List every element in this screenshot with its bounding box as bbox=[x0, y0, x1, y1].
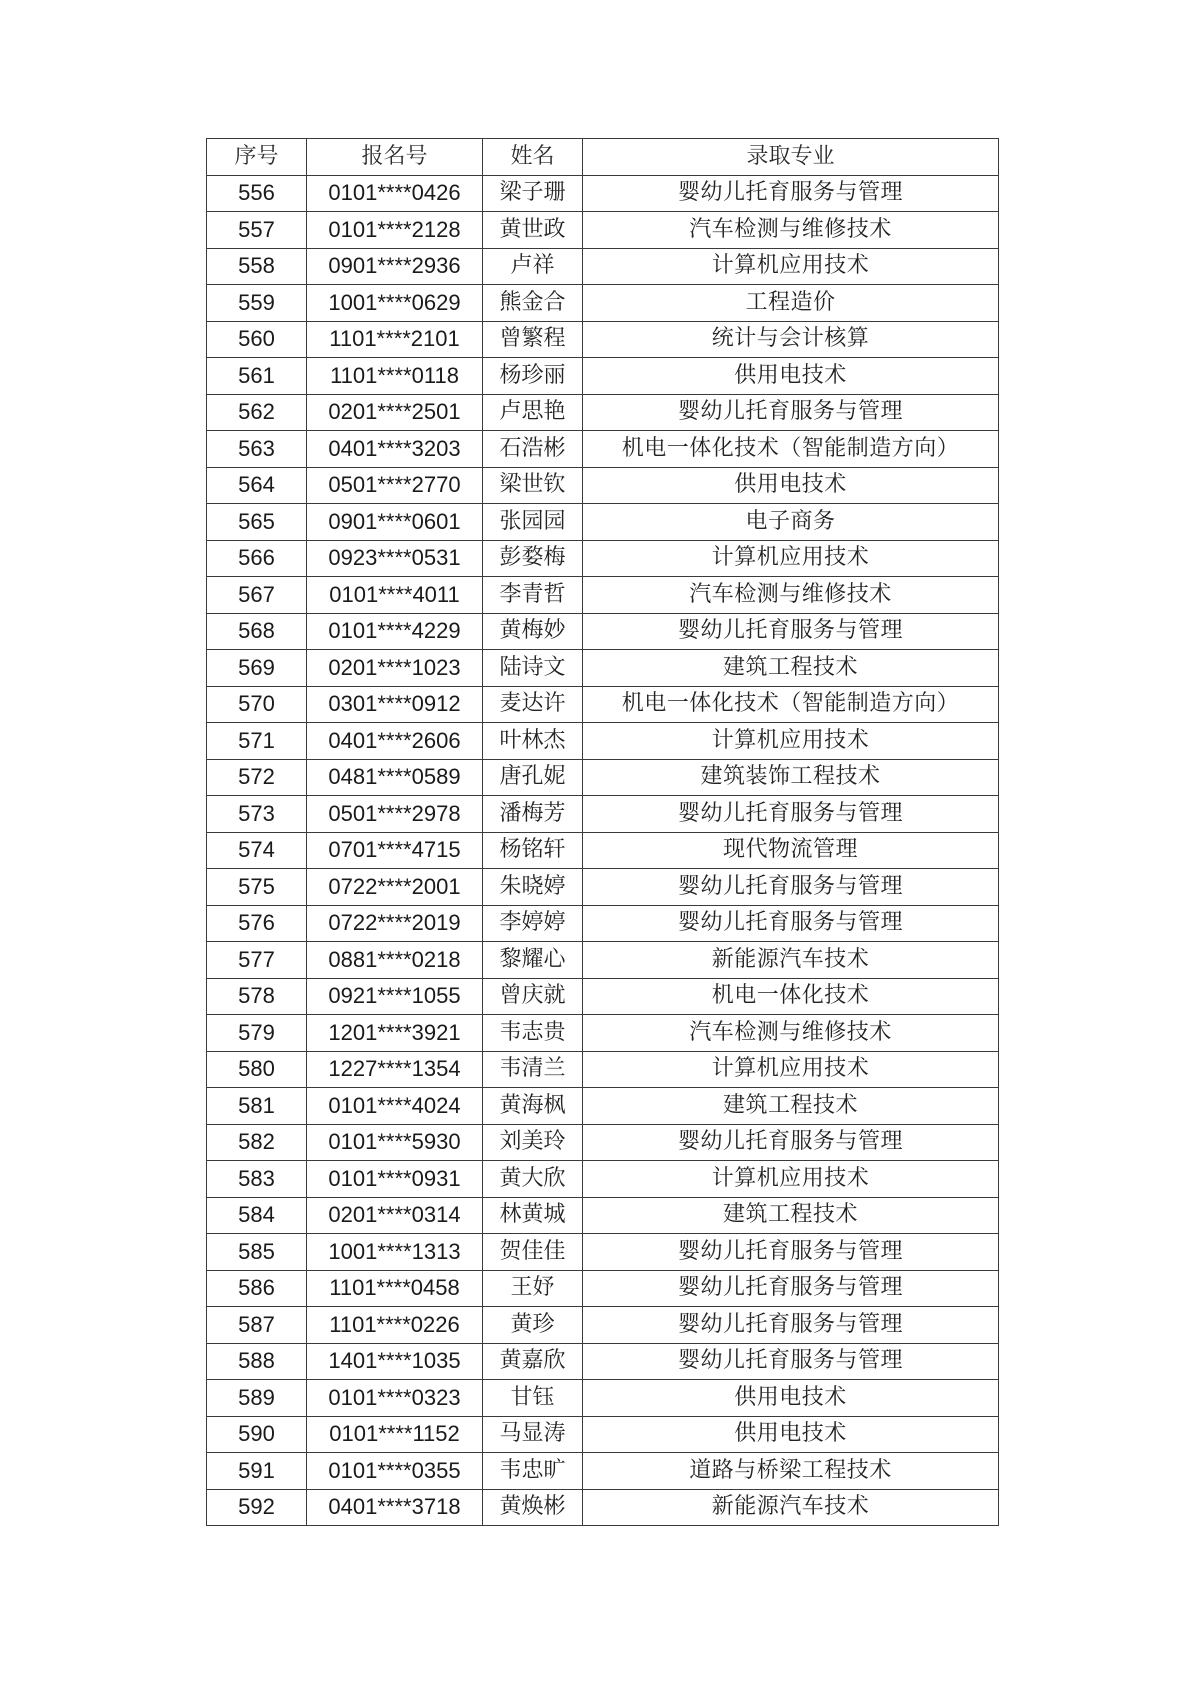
admitted-major-cell: 计算机应用技术 bbox=[583, 248, 999, 285]
serial-number-cell: 565 bbox=[207, 504, 307, 541]
admission-table bbox=[206, 138, 999, 1526]
header-serial-number: 序号 bbox=[207, 139, 307, 176]
registration-number-cell: 0101****5930 bbox=[307, 1124, 483, 1161]
admitted-major-cell: 供用电技术 bbox=[583, 1380, 999, 1417]
admitted-major-cell: 机电一体化技术（智能制造方向） bbox=[583, 686, 999, 723]
serial-number-cell: 559 bbox=[207, 285, 307, 322]
serial-number-cell: 590 bbox=[207, 1416, 307, 1453]
serial-number-cell: 562 bbox=[207, 394, 307, 431]
admitted-major-cell: 机电一体化技术 bbox=[583, 978, 999, 1015]
table-row bbox=[207, 613, 999, 650]
admitted-major-cell: 道路与桥梁工程技术 bbox=[583, 1453, 999, 1490]
table-row bbox=[207, 504, 999, 541]
registration-number-cell: 1101****0458 bbox=[307, 1270, 483, 1307]
registration-number-cell: 1101****0226 bbox=[307, 1307, 483, 1344]
student-name-cell: 韦清兰 bbox=[483, 1051, 583, 1088]
student-name-cell: 王妤 bbox=[483, 1270, 583, 1307]
registration-number-cell: 0401****3718 bbox=[307, 1489, 483, 1526]
table-header bbox=[207, 139, 999, 176]
admitted-major-cell: 新能源汽车技术 bbox=[583, 1489, 999, 1526]
table-row bbox=[207, 358, 999, 395]
registration-number-cell: 1227****1354 bbox=[307, 1051, 483, 1088]
admitted-major-cell: 婴幼儿托育服务与管理 bbox=[583, 1124, 999, 1161]
student-name-cell: 马显涛 bbox=[483, 1416, 583, 1453]
table-row bbox=[207, 1343, 999, 1380]
student-name-cell: 卢祥 bbox=[483, 248, 583, 285]
registration-number-cell: 0101****4229 bbox=[307, 613, 483, 650]
registration-number-cell: 0101****0355 bbox=[307, 1453, 483, 1490]
table-row bbox=[207, 1416, 999, 1453]
student-name-cell: 麦达许 bbox=[483, 686, 583, 723]
table-row bbox=[207, 1161, 999, 1198]
student-name-cell: 李婷婷 bbox=[483, 905, 583, 942]
registration-number-cell: 0101****0426 bbox=[307, 175, 483, 212]
student-name-cell: 彭婺梅 bbox=[483, 540, 583, 577]
admitted-major-cell: 计算机应用技术 bbox=[583, 1051, 999, 1088]
table-row bbox=[207, 1197, 999, 1234]
serial-number-cell: 576 bbox=[207, 905, 307, 942]
student-name-cell: 韦志贵 bbox=[483, 1015, 583, 1052]
serial-number-cell: 579 bbox=[207, 1015, 307, 1052]
registration-number-cell: 0201****1023 bbox=[307, 650, 483, 687]
registration-number-cell: 0101****0323 bbox=[307, 1380, 483, 1417]
registration-number-cell: 1001****0629 bbox=[307, 285, 483, 322]
registration-number-cell: 0201****0314 bbox=[307, 1197, 483, 1234]
registration-number-cell: 0722****2019 bbox=[307, 905, 483, 942]
table-row bbox=[207, 1051, 999, 1088]
admitted-major-cell: 婴幼儿托育服务与管理 bbox=[583, 613, 999, 650]
student-name-cell: 石浩彬 bbox=[483, 431, 583, 468]
admitted-major-cell: 计算机应用技术 bbox=[583, 723, 999, 760]
table-row bbox=[207, 394, 999, 431]
registration-number-cell: 0881****0218 bbox=[307, 942, 483, 979]
admitted-major-cell: 婴幼儿托育服务与管理 bbox=[583, 1270, 999, 1307]
registration-number-cell: 0401****2606 bbox=[307, 723, 483, 760]
admitted-major-cell: 新能源汽车技术 bbox=[583, 942, 999, 979]
registration-number-cell: 0501****2770 bbox=[307, 467, 483, 504]
student-name-cell: 刘美玲 bbox=[483, 1124, 583, 1161]
table-row bbox=[207, 1234, 999, 1271]
student-name-cell: 唐孔妮 bbox=[483, 759, 583, 796]
registration-number-cell: 1201****3921 bbox=[307, 1015, 483, 1052]
serial-number-cell: 564 bbox=[207, 467, 307, 504]
admitted-major-cell: 建筑工程技术 bbox=[583, 1197, 999, 1234]
serial-number-cell: 586 bbox=[207, 1270, 307, 1307]
student-name-cell: 曾庆就 bbox=[483, 978, 583, 1015]
student-name-cell: 黄海枫 bbox=[483, 1088, 583, 1125]
serial-number-cell: 582 bbox=[207, 1124, 307, 1161]
table-row bbox=[207, 832, 999, 869]
serial-number-cell: 592 bbox=[207, 1489, 307, 1526]
student-name-cell: 林黄城 bbox=[483, 1197, 583, 1234]
serial-number-cell: 563 bbox=[207, 431, 307, 468]
student-name-cell: 李青哲 bbox=[483, 577, 583, 614]
serial-number-cell: 577 bbox=[207, 942, 307, 979]
registration-number-cell: 0901****2936 bbox=[307, 248, 483, 285]
registration-number-cell: 1001****1313 bbox=[307, 1234, 483, 1271]
serial-number-cell: 575 bbox=[207, 869, 307, 906]
admitted-major-cell: 建筑装饰工程技术 bbox=[583, 759, 999, 796]
table-row bbox=[207, 1124, 999, 1161]
registration-number-cell: 0301****0912 bbox=[307, 686, 483, 723]
student-name-cell: 甘钰 bbox=[483, 1380, 583, 1417]
serial-number-cell: 557 bbox=[207, 212, 307, 249]
table-row bbox=[207, 1453, 999, 1490]
registration-number-cell: 0101****2128 bbox=[307, 212, 483, 249]
student-name-cell: 韦忠旷 bbox=[483, 1453, 583, 1490]
serial-number-cell: 572 bbox=[207, 759, 307, 796]
admitted-major-cell: 汽车检测与维修技术 bbox=[583, 577, 999, 614]
admitted-major-cell: 现代物流管理 bbox=[583, 832, 999, 869]
serial-number-cell: 566 bbox=[207, 540, 307, 577]
registration-number-cell: 1101****0118 bbox=[307, 358, 483, 395]
student-name-cell: 杨铭轩 bbox=[483, 832, 583, 869]
registration-number-cell: 0101****4011 bbox=[307, 577, 483, 614]
serial-number-cell: 581 bbox=[207, 1088, 307, 1125]
table-row bbox=[207, 869, 999, 906]
registration-number-cell: 0722****2001 bbox=[307, 869, 483, 906]
header-row bbox=[207, 139, 999, 176]
table-row bbox=[207, 978, 999, 1015]
table-body bbox=[207, 175, 999, 1526]
admitted-major-cell: 婴幼儿托育服务与管理 bbox=[583, 394, 999, 431]
table-row bbox=[207, 650, 999, 687]
serial-number-cell: 556 bbox=[207, 175, 307, 212]
admitted-major-cell: 机电一体化技术（智能制造方向） bbox=[583, 431, 999, 468]
serial-number-cell: 569 bbox=[207, 650, 307, 687]
table-row bbox=[207, 796, 999, 833]
student-name-cell: 黄嘉欣 bbox=[483, 1343, 583, 1380]
table-row bbox=[207, 248, 999, 285]
serial-number-cell: 567 bbox=[207, 577, 307, 614]
admitted-major-cell: 汽车检测与维修技术 bbox=[583, 1015, 999, 1052]
admitted-major-cell: 供用电技术 bbox=[583, 358, 999, 395]
table-row bbox=[207, 942, 999, 979]
registration-number-cell: 0901****0601 bbox=[307, 504, 483, 541]
serial-number-cell: 573 bbox=[207, 796, 307, 833]
admitted-major-cell: 供用电技术 bbox=[583, 467, 999, 504]
serial-number-cell: 587 bbox=[207, 1307, 307, 1344]
serial-number-cell: 583 bbox=[207, 1161, 307, 1198]
serial-number-cell: 561 bbox=[207, 358, 307, 395]
registration-number-cell: 0481****0589 bbox=[307, 759, 483, 796]
registration-number-cell: 0401****3203 bbox=[307, 431, 483, 468]
table-row bbox=[207, 1088, 999, 1125]
serial-number-cell: 568 bbox=[207, 613, 307, 650]
admitted-major-cell: 婴幼儿托育服务与管理 bbox=[583, 905, 999, 942]
student-name-cell: 梁子珊 bbox=[483, 175, 583, 212]
registration-number-cell: 0501****2978 bbox=[307, 796, 483, 833]
table-row bbox=[207, 905, 999, 942]
admitted-major-cell: 电子商务 bbox=[583, 504, 999, 541]
admitted-major-cell: 汽车检测与维修技术 bbox=[583, 212, 999, 249]
student-name-cell: 黄世政 bbox=[483, 212, 583, 249]
admitted-major-cell: 建筑工程技术 bbox=[583, 650, 999, 687]
serial-number-cell: 580 bbox=[207, 1051, 307, 1088]
student-name-cell: 黎耀心 bbox=[483, 942, 583, 979]
admitted-major-cell: 婴幼儿托育服务与管理 bbox=[583, 796, 999, 833]
table-row bbox=[207, 321, 999, 358]
table-row bbox=[207, 1270, 999, 1307]
header-name: 姓名 bbox=[483, 139, 583, 176]
serial-number-cell: 558 bbox=[207, 248, 307, 285]
student-name-cell: 卢思艳 bbox=[483, 394, 583, 431]
student-name-cell: 曾繁程 bbox=[483, 321, 583, 358]
serial-number-cell: 570 bbox=[207, 686, 307, 723]
registration-number-cell: 0923****0531 bbox=[307, 540, 483, 577]
serial-number-cell: 560 bbox=[207, 321, 307, 358]
table-row bbox=[207, 285, 999, 322]
admitted-major-cell: 供用电技术 bbox=[583, 1416, 999, 1453]
registration-number-cell: 0101****1152 bbox=[307, 1416, 483, 1453]
student-name-cell: 张园园 bbox=[483, 504, 583, 541]
student-name-cell: 贺佳佳 bbox=[483, 1234, 583, 1271]
serial-number-cell: 585 bbox=[207, 1234, 307, 1271]
registration-number-cell: 0101****4024 bbox=[307, 1088, 483, 1125]
student-name-cell: 黄珍 bbox=[483, 1307, 583, 1344]
registration-number-cell: 1401****1035 bbox=[307, 1343, 483, 1380]
student-name-cell: 陆诗文 bbox=[483, 650, 583, 687]
table-row bbox=[207, 1380, 999, 1417]
student-name-cell: 潘梅芳 bbox=[483, 796, 583, 833]
registration-number-cell: 0101****0931 bbox=[307, 1161, 483, 1198]
admitted-major-cell: 计算机应用技术 bbox=[583, 540, 999, 577]
serial-number-cell: 591 bbox=[207, 1453, 307, 1490]
table-row bbox=[207, 1015, 999, 1052]
student-name-cell: 朱晓婷 bbox=[483, 869, 583, 906]
admitted-major-cell: 工程造价 bbox=[583, 285, 999, 322]
registration-number-cell: 0701****4715 bbox=[307, 832, 483, 869]
admitted-major-cell: 建筑工程技术 bbox=[583, 1088, 999, 1125]
registration-number-cell: 1101****2101 bbox=[307, 321, 483, 358]
table-row bbox=[207, 212, 999, 249]
admitted-major-cell: 婴幼儿托育服务与管理 bbox=[583, 1343, 999, 1380]
admitted-major-cell: 统计与会计核算 bbox=[583, 321, 999, 358]
header-admitted-major: 录取专业 bbox=[583, 139, 999, 176]
student-name-cell: 叶林杰 bbox=[483, 723, 583, 760]
admitted-major-cell: 婴幼儿托育服务与管理 bbox=[583, 1234, 999, 1271]
table-row bbox=[207, 577, 999, 614]
registration-number-cell: 0921****1055 bbox=[307, 978, 483, 1015]
header-registration-number: 报名号 bbox=[307, 139, 483, 176]
table-row bbox=[207, 686, 999, 723]
table-row bbox=[207, 540, 999, 577]
serial-number-cell: 589 bbox=[207, 1380, 307, 1417]
serial-number-cell: 571 bbox=[207, 723, 307, 760]
student-name-cell: 熊金合 bbox=[483, 285, 583, 322]
admitted-major-cell: 婴幼儿托育服务与管理 bbox=[583, 869, 999, 906]
table-row bbox=[207, 175, 999, 212]
student-name-cell: 黄梅妙 bbox=[483, 613, 583, 650]
table-row bbox=[207, 431, 999, 468]
table-row bbox=[207, 723, 999, 760]
registration-number-cell: 0201****2501 bbox=[307, 394, 483, 431]
serial-number-cell: 574 bbox=[207, 832, 307, 869]
admitted-major-cell: 婴幼儿托育服务与管理 bbox=[583, 175, 999, 212]
serial-number-cell: 588 bbox=[207, 1343, 307, 1380]
table-row bbox=[207, 467, 999, 504]
table-row bbox=[207, 1489, 999, 1526]
serial-number-cell: 584 bbox=[207, 1197, 307, 1234]
student-name-cell: 梁世钦 bbox=[483, 467, 583, 504]
table-row bbox=[207, 1307, 999, 1344]
student-name-cell: 黄大欣 bbox=[483, 1161, 583, 1198]
student-name-cell: 黄焕彬 bbox=[483, 1489, 583, 1526]
serial-number-cell: 578 bbox=[207, 978, 307, 1015]
table-row bbox=[207, 759, 999, 796]
admitted-major-cell: 计算机应用技术 bbox=[583, 1161, 999, 1198]
student-name-cell: 杨珍丽 bbox=[483, 358, 583, 395]
admitted-major-cell: 婴幼儿托育服务与管理 bbox=[583, 1307, 999, 1344]
